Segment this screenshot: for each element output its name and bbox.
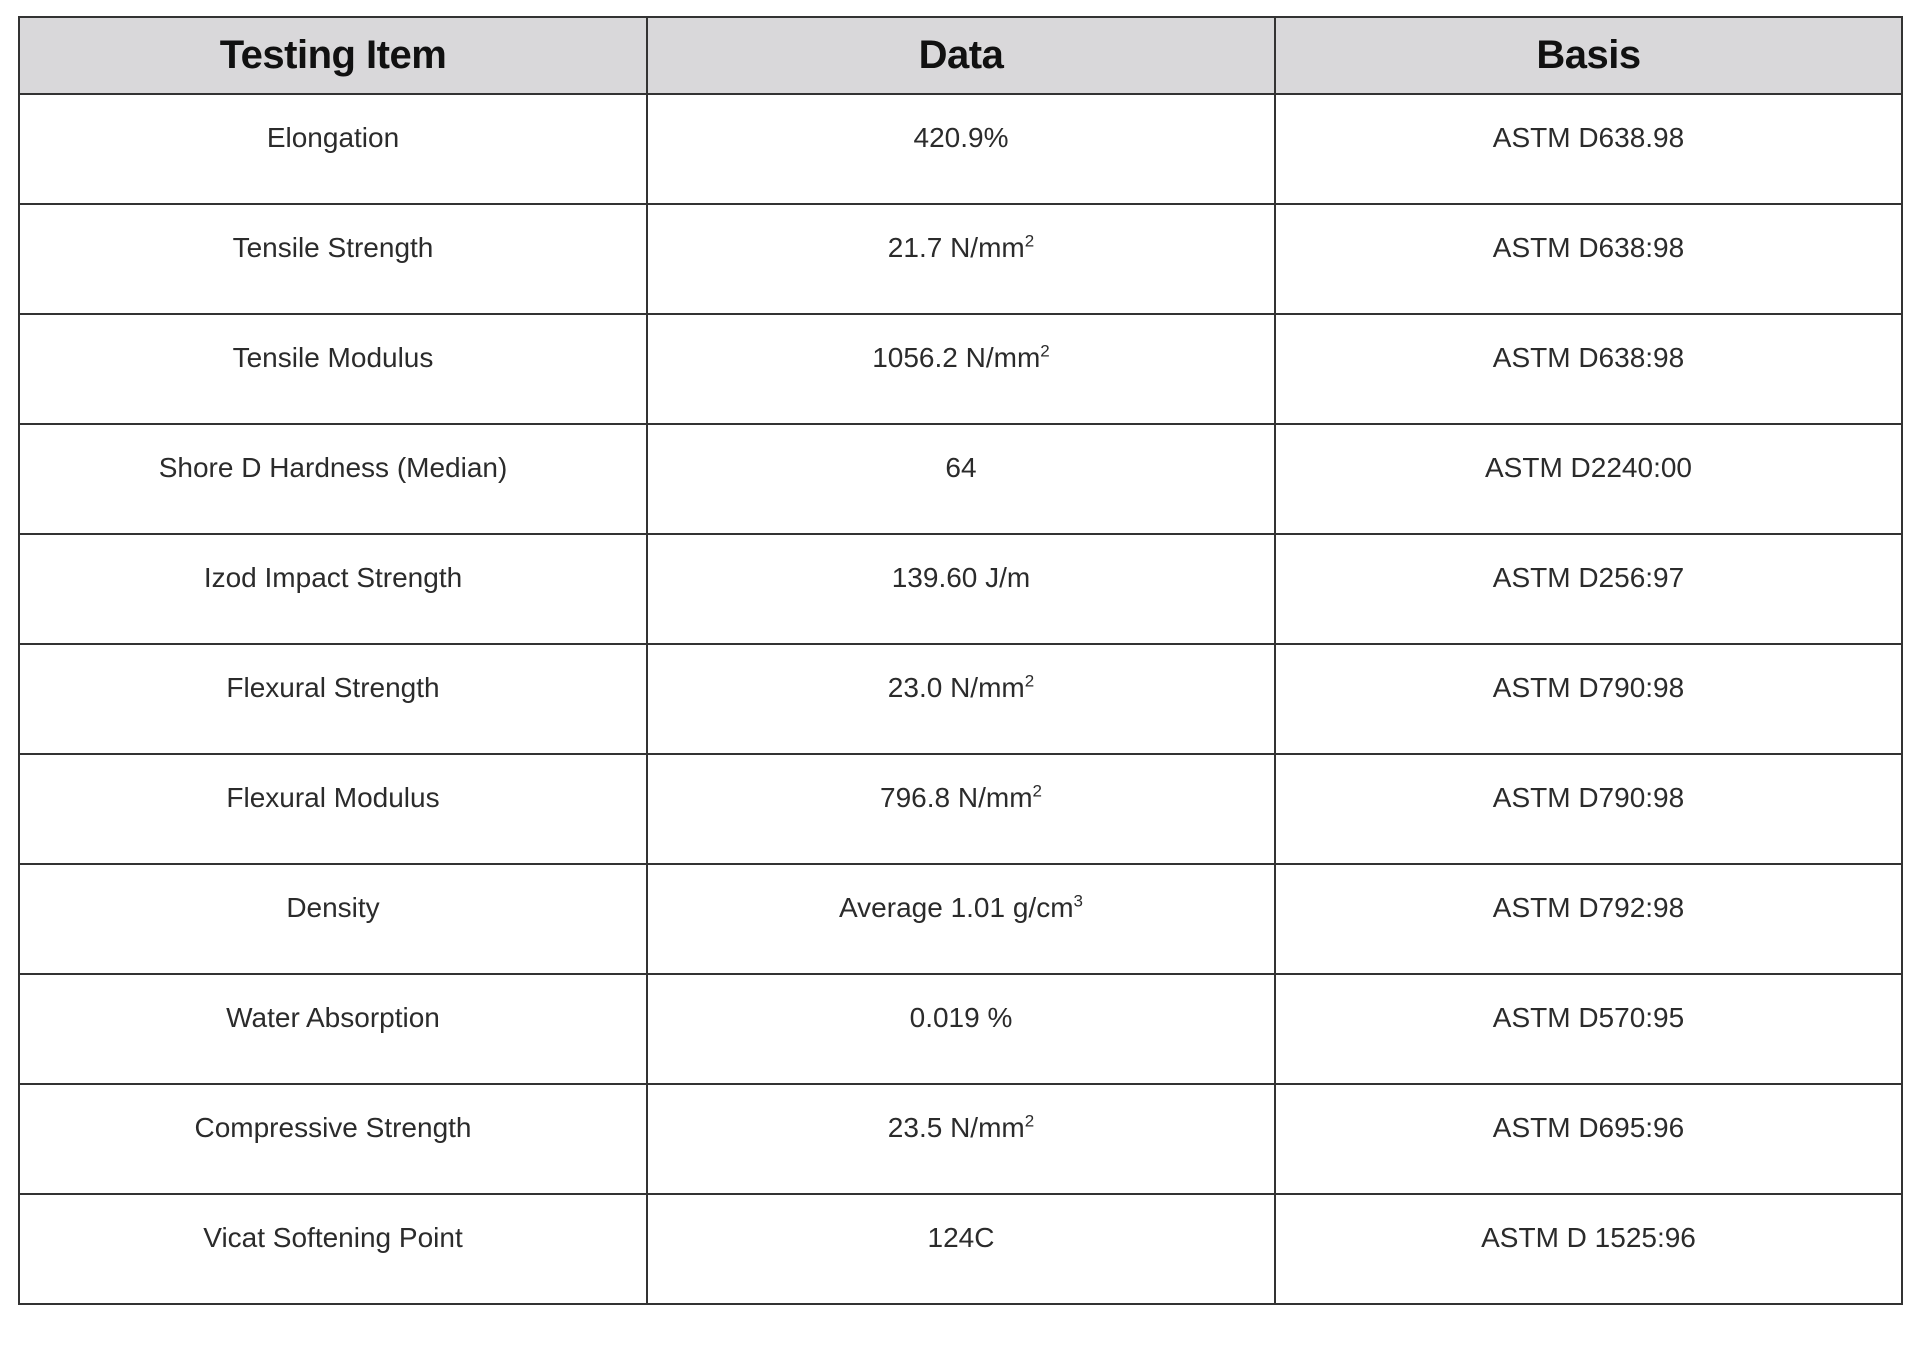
unit-superscript: 2 — [1040, 341, 1050, 361]
cell-basis: ASTM D 1525:96 — [1275, 1194, 1902, 1304]
cell-testing-item: Vicat Softening Point — [19, 1194, 647, 1304]
cell-testing-item: Elongation — [19, 94, 647, 204]
unit-superscript: 3 — [1073, 891, 1083, 911]
cell-testing-item: Density — [19, 864, 647, 974]
cell-basis: ASTM D792:98 — [1275, 864, 1902, 974]
cell-testing-item: Izod Impact Strength — [19, 534, 647, 644]
data-value: 124C — [927, 1222, 995, 1253]
cell-testing-item: Water Absorption — [19, 974, 647, 1084]
unit-superscript: 2 — [1024, 1111, 1035, 1131]
cell-data — [647, 644, 1275, 754]
table-row — [19, 424, 1902, 534]
data-value: 21.7 N/mm — [887, 232, 1025, 263]
cell-data — [647, 1084, 1275, 1194]
data-value: 420.9% — [913, 122, 1009, 153]
data-value: 796.8 N/mm — [880, 782, 1033, 813]
header-row — [19, 17, 1902, 94]
cell-basis: ASTM D2240:00 — [1275, 424, 1902, 534]
table-row — [19, 1194, 1902, 1304]
unit-superscript: 2 — [1024, 671, 1035, 691]
cell-data — [647, 864, 1275, 974]
table-row — [19, 94, 1902, 204]
data-value: 64 — [945, 452, 977, 483]
table-row — [19, 644, 1902, 754]
cell-basis: ASTM D570:95 — [1275, 974, 1902, 1084]
data-value: 0.019 % — [909, 1002, 1013, 1033]
cell-data — [647, 314, 1275, 424]
cell-basis: ASTM D638:98 — [1275, 204, 1902, 314]
data-value: Average 1.01 g/cm — [839, 892, 1074, 923]
data-value: 23.5 N/mm — [887, 1112, 1025, 1143]
unit-superscript: 2 — [1024, 231, 1035, 251]
cell-basis: ASTM D695:96 — [1275, 1084, 1902, 1194]
cell-basis: ASTM D256:97 — [1275, 534, 1902, 644]
cell-data — [647, 424, 1275, 534]
cell-testing-item: Tensile Strength — [19, 204, 647, 314]
table-row — [19, 754, 1902, 864]
cell-data — [647, 754, 1275, 864]
cell-data — [647, 534, 1275, 644]
table-row — [19, 314, 1902, 424]
table-row — [19, 974, 1902, 1084]
header-data: Data — [647, 17, 1275, 94]
properties-table — [18, 16, 1903, 1305]
table-row — [19, 1084, 1902, 1194]
properties-table-container — [18, 16, 1901, 1305]
header-testing-item: Testing Item — [19, 17, 647, 94]
table-header — [19, 17, 1902, 94]
unit-superscript: 2 — [1032, 781, 1042, 801]
cell-basis: ASTM D638.98 — [1275, 94, 1902, 204]
cell-data — [647, 1194, 1275, 1304]
data-value: 139.60 J/m — [891, 562, 1031, 593]
table-row — [19, 864, 1902, 974]
table-body — [19, 94, 1902, 1304]
header-basis: Basis — [1275, 17, 1902, 94]
data-value: 23.0 N/mm — [887, 672, 1025, 703]
cell-testing-item: Flexural Strength — [19, 644, 647, 754]
cell-testing-item: Tensile Modulus — [19, 314, 647, 424]
cell-basis: ASTM D638:98 — [1275, 314, 1902, 424]
table-row — [19, 204, 1902, 314]
table-row — [19, 534, 1902, 644]
cell-data — [647, 974, 1275, 1084]
cell-data — [647, 204, 1275, 314]
data-value: 1056.2 N/mm — [872, 342, 1041, 373]
cell-data — [647, 94, 1275, 204]
cell-testing-item: Flexural Modulus — [19, 754, 647, 864]
cell-basis: ASTM D790:98 — [1275, 644, 1902, 754]
cell-testing-item: Compressive Strength — [19, 1084, 647, 1194]
cell-testing-item: Shore D Hardness (Median) — [19, 424, 647, 534]
cell-basis: ASTM D790:98 — [1275, 754, 1902, 864]
